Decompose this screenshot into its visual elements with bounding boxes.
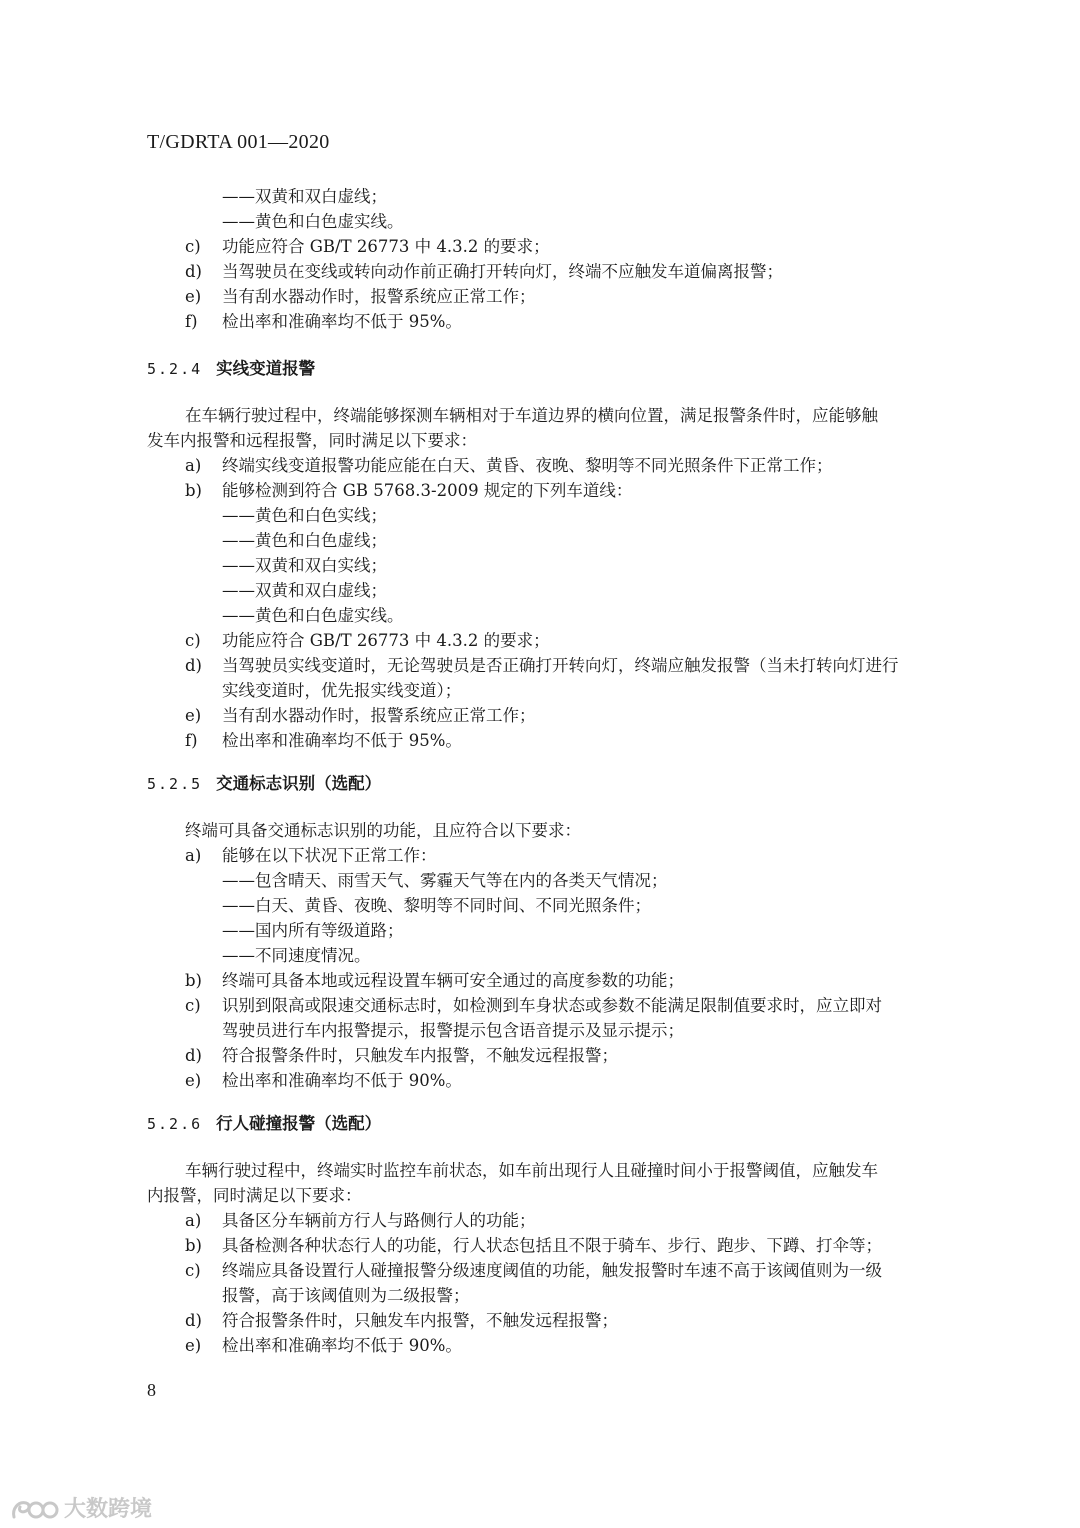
item-label: d) (185, 656, 202, 675)
section-heading-5-2-5 (147, 773, 381, 795)
item-text: 终端可具备本地或远程设置车辆可安全通过的高度参数的功能； (222, 971, 684, 990)
item-label: d) (185, 1311, 202, 1330)
item-text: 检出率和准确率均不低于 90%。 (222, 1336, 462, 1355)
item-text: 功能应符合 GB/T 26773 中 4.3.2 的要求； (222, 631, 550, 650)
dash-item: ——不同速度情况。 (222, 946, 371, 965)
dash-item: ——黄色和白色虚线； (222, 531, 387, 550)
item-text: 符合报警条件时，只触发车内报警，不触发远程报警； (222, 1311, 618, 1330)
item-text: 检出率和准确率均不低于 95%。 (222, 312, 462, 331)
item-text: 终端实线变道报警功能应能在白天、黄昏、夜晚、黎明等不同光照条件下正常工作； (222, 456, 833, 475)
item-text: 当有刮水器动作时，报警系统应正常工作； (222, 706, 536, 725)
page-number: 8 (147, 1380, 156, 1400)
paragraph-line: 车辆行驶过程中，终端实时监控车前状态，如车前出现行人且碰撞时间小于报警阈值，应触发车 (185, 1161, 878, 1180)
item-label: e) (185, 706, 202, 725)
item-text: 报警，高于该阈值则为二级报警； (222, 1286, 470, 1305)
section-title: 实线变道报警 (216, 359, 316, 378)
watermark (10, 1492, 152, 1523)
item-text: 驾驶员进行车内报警提示，报警提示包含语音提示及显示提示； (222, 1021, 684, 1040)
dash-item: ——双黄和双白虚线； (222, 581, 387, 600)
section-number: 5.2.4 (147, 360, 203, 378)
section-title: 行人碰撞报警（选配） (216, 1114, 382, 1133)
watermark-logo-icon (10, 1497, 60, 1523)
item-label: e) (185, 1336, 202, 1355)
paragraph-line: 在车辆行驶过程中，终端能够探测车辆相对于车道边界的横向位置，满足报警条件时，应能够触 (185, 406, 878, 425)
item-text: 识别到限高或限速交通标志时，如检测到车身状态或参数不能满足限制值要求时，应立即对 (222, 996, 882, 1015)
item-label: a) (185, 1211, 202, 1230)
item-text: 功能应符合 GB/T 26773 中 4.3.2 的要求； (222, 237, 550, 256)
item-text: 当有刮水器动作时，报警系统应正常工作； (222, 287, 536, 306)
item-text: 终端应具备设置行人碰撞报警分级速度阈值的功能，触发报警时车速不高于该阈值则为一级 (222, 1261, 882, 1280)
item-text: 具备区分车辆前方行人与路侧行人的功能； (222, 1211, 536, 1230)
dash-item: ——黄色和白色虚实线。 (222, 212, 404, 231)
item-label: f) (185, 731, 198, 750)
paragraph-line: 发车内报警和远程报警，同时满足以下要求： (147, 431, 477, 450)
item-text: 检出率和准确率均不低于 95%。 (222, 731, 462, 750)
item-label: a) (185, 456, 202, 475)
item-label: c) (185, 631, 201, 650)
item-text: 当驾驶员在变线或转向动作前正确打开转向灯，终端不应触发车道偏离报警； (222, 262, 783, 281)
item-text: 能够检测到符合 GB 5768.3-2009 规定的下列车道线： (222, 481, 633, 500)
document-header: T/GDRTA 001—2020 (147, 131, 330, 153)
item-label: e) (185, 287, 202, 306)
item-text: 检出率和准确率均不低于 90%。 (222, 1071, 462, 1090)
paragraph-line: 终端可具备交通标志识别的功能，且应符合以下要求： (185, 821, 581, 840)
section-heading-5-2-6 (147, 1113, 381, 1135)
dash-item: ——黄色和白色实线； (222, 506, 387, 525)
item-text: 实线变道时，优先报实线变道）； (222, 681, 462, 700)
item-text: 符合报警条件时，只触发车内报警，不触发远程报警； (222, 1046, 618, 1065)
item-label: c) (185, 237, 201, 256)
section-title: 交通标志识别（选配） (216, 774, 382, 793)
item-label: a) (185, 846, 202, 865)
item-label: f) (185, 312, 198, 331)
item-label: c) (185, 1261, 201, 1280)
watermark-text: 大数跨境 (64, 1497, 153, 1522)
item-label: d) (185, 262, 202, 281)
dash-item: ——双黄和双白虚线； (222, 187, 387, 206)
item-text: 具备检测各种状态行人的功能，行人状态包括且不限于骑车、步行、跑步、下蹲、打伞等； (222, 1236, 882, 1255)
dash-item: ——双黄和双白实线； (222, 556, 387, 575)
item-label: b) (185, 1236, 202, 1255)
item-label: c) (185, 996, 201, 1015)
dash-item: ——包含晴天、雨雪天气、雾霾天气等在内的各类天气情况； (222, 871, 668, 890)
dash-item: ——国内所有等级道路； (222, 921, 404, 940)
item-text: 当驾驶员实线变道时，无论驾驶员是否正确打开转向灯，终端应触发报警（当未打转向灯进行 (222, 656, 899, 675)
section-number: 5.2.5 (147, 775, 203, 793)
dash-item: ——白天、黄昏、夜晚、黎明等不同时间、不同光照条件； (222, 896, 651, 915)
dash-item: ——黄色和白色虚实线。 (222, 606, 404, 625)
item-label: b) (185, 481, 202, 500)
paragraph-line: 内报警，同时满足以下要求： (147, 1186, 362, 1205)
section-heading-5-2-4 (147, 358, 315, 380)
item-label: d) (185, 1046, 202, 1065)
item-text: 能够在以下状况下正常工作： (222, 846, 437, 865)
section-number: 5.2.6 (147, 1115, 203, 1133)
item-label: e) (185, 1071, 202, 1090)
item-label: b) (185, 971, 202, 990)
